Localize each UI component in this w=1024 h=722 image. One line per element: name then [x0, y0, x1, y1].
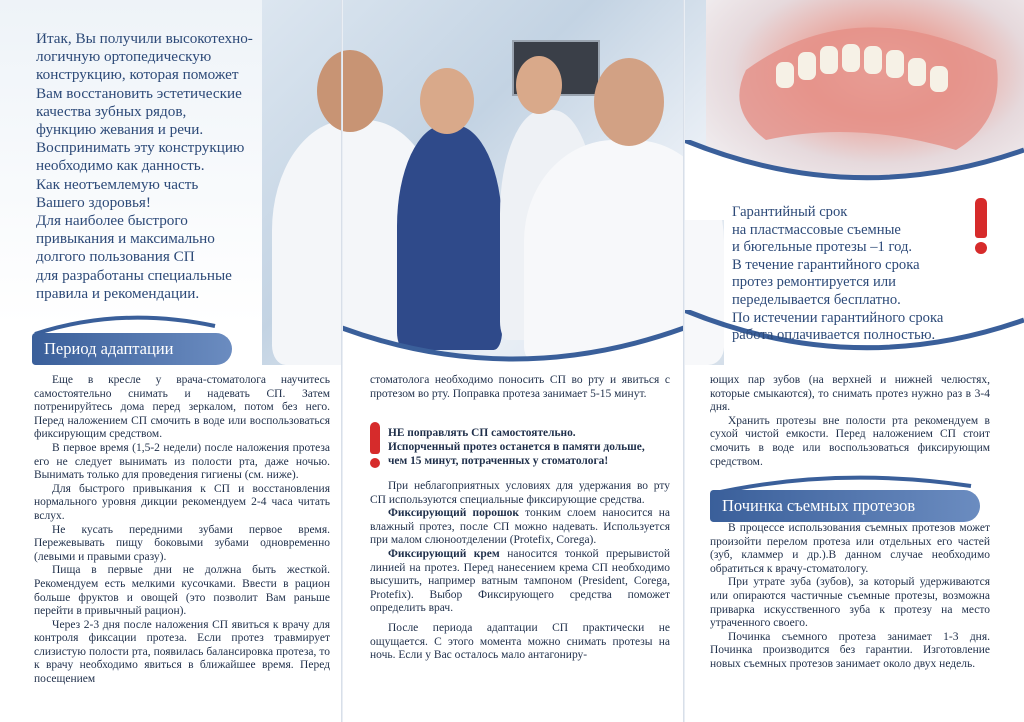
paragraph: В процессе использования съемных протезов может произойти перелом протеза или отдельных его частей (зуб, кламмер и др.).В данном случае необходимо обратиться к врачу-стоматологу.: [710, 522, 990, 575]
paragraph: ющих пар зубов (на верхней и нижней челюстях, которые смыкаются), то снимать протез нужно раз в 3-4 дня.: [710, 374, 990, 414]
paragraph: Хранить протезы вне полости рта рекомендуем в сухой чистой емкости. Перед наложением СП стоит смочить в воде или воспользоваться фиксирующим средством.: [710, 414, 990, 468]
paragraph: Еще в кресле у врача-стоматолога научитесь самостоятельно снимать и надевать СП. Затем потренируйтесь дома перед зеркалом, потом без него. Перед наложением СП смочить в воде или воспользоваться фиксирующим средством.: [34, 374, 330, 441]
dentist-head-4: [594, 58, 664, 146]
paragraph: Не кусать передними зубами первое время. Пережевывать пищу боковыми зубами одновременно (левыми и правыми сразу).: [34, 523, 330, 563]
term-fixing-cream: Фиксирующий крем: [388, 547, 500, 560]
paragraph: Через 2-3 дня после наложения СП явиться к врачу для контроля фиксации протеза. Если протез травмирует слизистую полости рта, появилась балансировка протеза, то к врачу необходимо явиться в ближайшее время. Перед посещением: [34, 618, 330, 686]
dentist-head-3: [516, 56, 562, 114]
repair-text: [710, 522, 990, 672]
paragraph: Фиксирующий крем наносится тонкой прерывистой линией на протез. Перед нанесением крема СП необходимо высушить, например ватным тампоном (President, Corega, Protefix). Выбор Фиксирующего средства поможет определить врач.: [370, 547, 670, 615]
exclamation-icon: [368, 422, 382, 468]
dentist-head-2: [420, 68, 474, 134]
storage-text: [710, 374, 990, 469]
heading-repair: Починка съемных протезов: [710, 490, 980, 522]
paragraph: Пища в первые дни не должна быть жесткой. Рекомендуем есть мелкими кусочками. Ввести в рацион больше фруктов и овощей (это позволит Вам раньше перейти в привычный рацион).: [34, 564, 330, 618]
adaptation-text: [34, 374, 330, 687]
paragraph: В первое время (1,5-2 недели) после наложения протеза его не следует вынимать из полости рта, даже ночью. Вынимать только для проведения гигиены (см. ниже).: [34, 441, 330, 482]
middle-top-text: [370, 374, 670, 401]
warning-text: НЕ поправлять СП самостоятельно. Испорченный протез останется в памяти дольше, чем 15 минут, потраченных у стоматолога!: [388, 427, 645, 467]
term-fixing-powder: Фиксирующий порошок: [388, 507, 520, 520]
wave-decoration-middle: [342, 300, 684, 380]
exclamation-icon: [974, 198, 988, 254]
intro-text: Итак, Вы получили высокотехно- логичную ортопедическую конструкцию, которая поможет Вам восстановить эстетические качества зубных рядов, функцию жевания и речи. Воспринимать эту конструкцию необходимо как данность. Как неотъемлемую часть Вашего здоровья! Для наиболее быстрого привыкания и максимально долгого пользования СП для разработаны специальные правила и рекомендации.: [36, 30, 253, 302]
paragraph: Починка съемного протеза занимает 1-3 дня. Починка производится без гарантии. Изготовление новых съемных протезов занимает около двух недель.: [710, 630, 990, 670]
warranty-text: Гарантийный срок на пластмассовые съемные и бюгельные протезы –1 год. В течение гарантийного срока протез ремонтируется или переделывается бесплатно. По истечении гарантийного срока работа оплачивается полностью.: [732, 204, 944, 344]
heading-adaptation-period: Период адаптации: [32, 333, 232, 365]
dentist-head-1: [317, 50, 383, 132]
paragraph: стоматолога необходимо поносить СП во рту и явиться с протезом во рту. Поправка протеза занимает 5-15 минут.: [370, 374, 670, 400]
fold-line-right: [683, 0, 685, 722]
paragraph: Для быстрого привыкания к СП и восстановления нормального уровня дикции рекомендуем 2-4 часа читать вслух.: [34, 482, 330, 522]
fold-line-left: [341, 0, 343, 722]
paragraph: Фиксирующий порошок тонким слоем наносится на влажный протез, после СП можно надевать. Используется при малом слюноотделении (Protefix, Corega).: [370, 507, 670, 547]
fixation-text: [370, 480, 670, 663]
paragraph: При неблагоприятных условиях для удержания во рту СП используются специальные фиксирующие средства.: [370, 480, 670, 506]
paragraph: При утрате зуба (зубов), за который удерживаются или опираются частичные съемные протезы, возможна приварка искусственного зуба к протезу на место утраченного своего.: [710, 576, 990, 630]
paragraph: После периода адаптации СП практически не ощущается. С этого момента можно снимать протезы на ночь. Если у Вас осталось мало антагониру-: [370, 621, 670, 662]
